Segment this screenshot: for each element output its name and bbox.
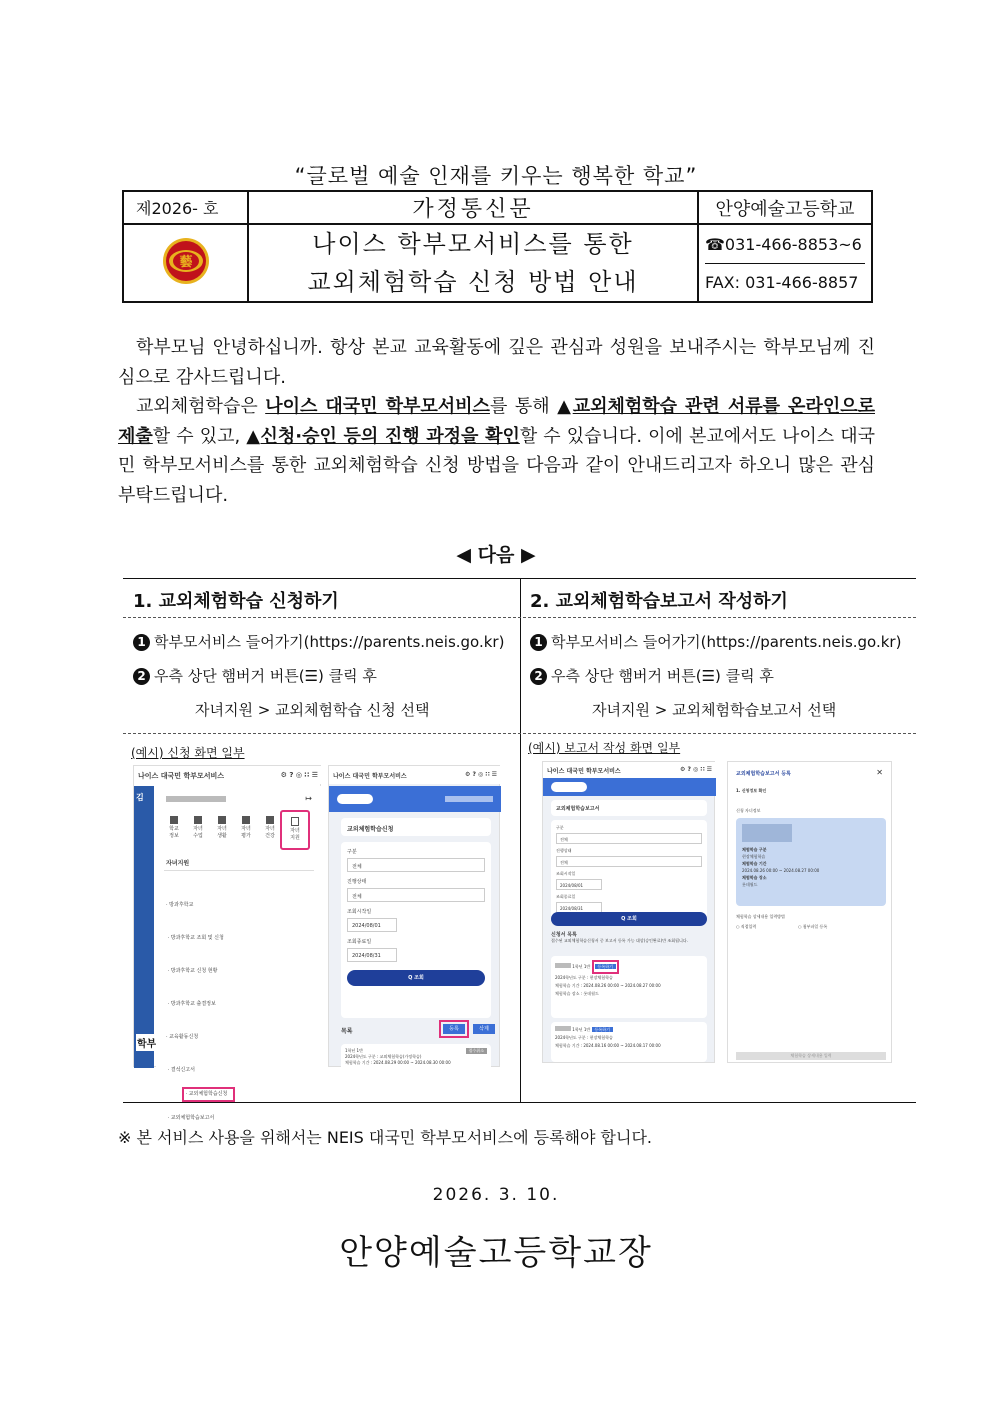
logo-char: 藝 (178, 255, 193, 270)
issue-date: 2026. 3. 10. (432, 1185, 560, 1205)
step-2: 2 우측 상단 햄버거 버튼(☰) 클릭 후 (530, 665, 774, 686)
school-name: 안양예술고등학교 (698, 191, 872, 224)
notice-subject (248, 224, 698, 302)
underline-check: 신청·승인 등의 진행 과정을 확인 (260, 425, 520, 447)
instructions-grid (123, 578, 916, 1121)
paragraph-1: 학부모님 안녕하십니까. 항상 본교 교육활동에 깊은 관심과 성원을 보내주시는 학부모님께 진심으로 감사드립니다. (118, 337, 875, 388)
screenshot-apply-form: 나이스 대국민 학부모서비스 ⚙ ? ◎ ∷ ☰ 교외체험학습신청 구분 전체 진행상태 전체 조회시작일 2024/08/01 조회종료일 2024/08/31 Q 조회 목록 등록 삭제 1학년 1반 접수취소 2024학년도 구분 : 교외체험학습(가정학습) 체험학습 기간 : 2024.08.29 00:00 ~ 2024.08.30 00:00 (328, 765, 500, 1067)
header-icons: ⚙ ? ◎ ∷ ☰ (280, 771, 318, 779)
step-1: 1 학부모서비스 들어가기(https://parents.neis.go.kr) (530, 631, 901, 652)
highlight-register: 등록 (439, 1020, 469, 1038)
underline-service: 나이스 대국민 학부모서비스 (265, 396, 490, 417)
paragraph-2: 교외체험학습은 나이스 대국민 학부모서비스를 통해 ▲교외체험학습 관련 서류를 온라인으로 제출할 수 있고, ▲신청·승인 등의 진행 과정을 확인할 수 있습니다. 이에 본교에서도 나이스 대국민 학부모서비스를 통한 교외체험학습 신청 방법을 다음과 같이 안내드리고자 하오니 많은 관심 부탁드립니다. (118, 396, 875, 506)
underline-submit: 교외체험학습 관련 서류를 온라인으로 제출 (118, 396, 875, 447)
issue-number: 제2026- 호 (123, 191, 248, 224)
newsletter-header-table (122, 190, 873, 303)
screenshot-report-modal: 교외체험학습보고서 등록 ✕ 1. 신청정보 확인 신청 자녀정보 체험학습 구분 현장체험학습 체험학습 기간 2024.08.26 00:00 ~ 2024.08.27 00:00 체험학습 장소 롯데월드 체험학습 상세내용 입력방법 ○ 직접입력 ○ 첨부파일 등록 체험학습 상세내용 입력 (727, 761, 892, 1063)
letter-body (118, 333, 875, 510)
school-motto: “글로벌 예술 인재를 키우는 행복한 학교” (294, 164, 698, 188)
subject-line-1: 나이스 학부모서비스를 통한 (312, 230, 634, 258)
newsletter-title: 가정통신문 (248, 191, 698, 224)
school-logo (123, 224, 248, 302)
example-caption: (예시) 보고서 작성 화면 일부 (528, 741, 681, 755)
subject-line-2: 교외체험학습 신청 방법 안내 (307, 268, 639, 296)
section-report (520, 579, 917, 1102)
section-apply (123, 579, 520, 1121)
section-title: 2. 교외체험학습보고서 작성하기 (530, 591, 788, 612)
highlight-apply-menu: · 교외체험학습신청 (182, 1087, 235, 1102)
step-3: 자녀지원 > 교외체험학습 신청 선택 (195, 701, 430, 719)
contact-info (698, 224, 872, 302)
step-3: 자녀지원 > 교외체험학습보고서 선택 (592, 701, 837, 719)
section-title: 1. 교외체험학습 신청하기 (133, 591, 339, 612)
search-button: Q 조회 (347, 970, 485, 986)
step-1: 1 학부모서비스 들어가기(https://parents.neis.go.kr) (133, 631, 504, 652)
principal-signature: 안양예술고등학교장 (339, 1233, 653, 1273)
blurred-name (166, 796, 226, 802)
step-2: 2 우측 상단 햄버거 버튼(☰) 클릭 후 (133, 665, 377, 686)
school-emblem-icon (161, 236, 211, 286)
highlight-child-support: 자녀 지원 (280, 810, 310, 850)
close-icon: ✕ (876, 768, 883, 777)
screenshot-menu: 나이스 대국민 학부모서비스 ⚙ ? ◎ ∷ ☰ 김 학부 ↦ 학교 정보 자녀 수업 자녀 생활 자녀 평가 자녀 건강 자녀 지원 자녀지원 · 방과후학교 · 방과후학교 조회 및 신청 · 방과후학교 신청 현황 · 방과후학교 출결정보 · 교육활동신청 · 결석신고서 · 교외체험학습신청 · 교외체험학습보고서 (133, 765, 321, 1067)
screenshot-report-list: 나이스 대국민 학부모서비스 ⚙ ? ◎ ∷ ☰ 교외체험학습보고서 구분 전체 진행상태 전체 조회시작일 2024/08/01 조회종료일 2024/08/31 Q 조회 신청서 목록 접수된 교외체험학습신청서 중 보고서 등록 가능 대상(승인완료)만 조회됩니다. 1학년 1반 등록하기 2024학년도 구분 : 현장체험학습 체험학습 기간 : 2024.08.26 00:00 ~ 2024.08.27 00:00 체험학습 장소 : 롯데월드 1학년 1반 등록하기 2024학년도 구분 : 현장체험학습 체험학습 기간 : 2024.08.16 00:00 ~ 2024.08.17 00:00 (542, 761, 715, 1063)
telephone: ☎031-466-8853~6 (705, 226, 865, 264)
example-caption: (예시) 신청 화면 일부 (131, 746, 245, 760)
service-note: ※ 본 서비스 사용을 위해서는 NEIS 대국민 학부모서비스에 등록해야 합니다. (118, 1128, 652, 1147)
highlight-write-report: 등록하기 (592, 960, 619, 974)
fax: FAX: 031-466-8857 (705, 272, 859, 292)
next-heading: ◀ 다음 ▶ (456, 544, 536, 566)
